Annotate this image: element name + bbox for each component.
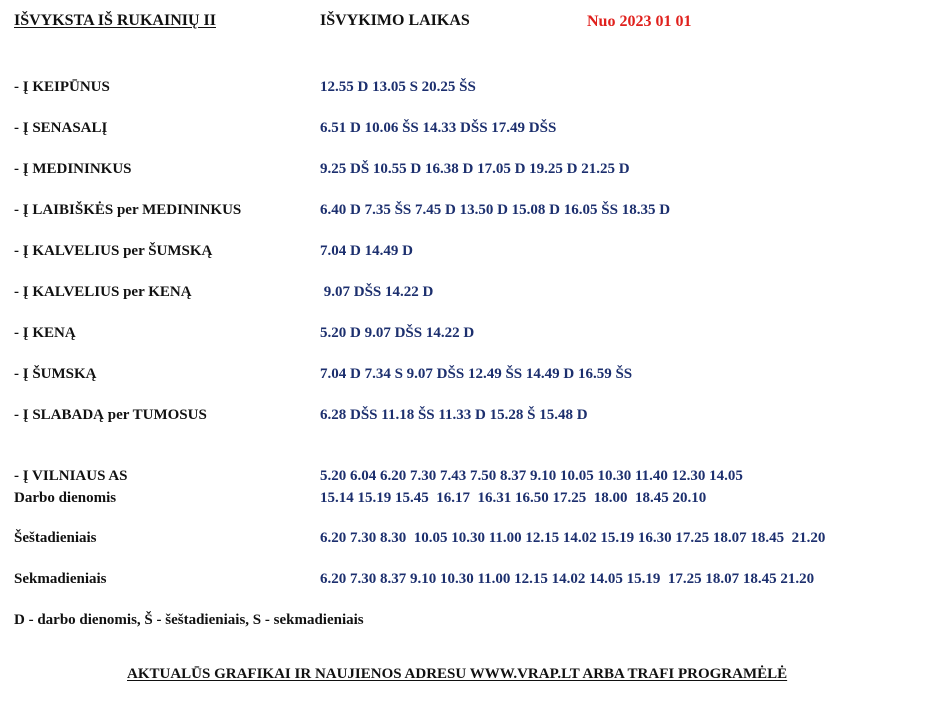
route-times: 7.04 D 7.34 S 9.07 DŠS 12.49 ŠS 14.49 D 16.59 ŠS <box>320 366 633 382</box>
route-times: 6.28 DŠS 11.18 ŠS 11.33 D 15.28 Š 15.48 D <box>320 407 588 423</box>
vilnius-sunday-times: 6.20 7.30 8.37 9.10 10.30 11.00 12.15 14.02 14.05 15.19 17.25 18.07 18.45 21.20 <box>320 571 815 587</box>
valid-from-date: Nuo 2023 01 01 <box>587 13 692 30</box>
time-title: IŠVYKIMO LAIKAS <box>320 12 470 29</box>
route-times: 6.40 D 7.35 ŠS 7.45 D 13.50 D 15.08 D 16.05 ŠS 18.35 D <box>320 202 671 218</box>
departure-title: IŠVYKSTA IŠ RUKAINIŲ II <box>14 12 216 29</box>
footer-notice: AKTUALŪS GRAFIKAI IR NAUJIENOS ADRESU WWW.VRAP.LT ARBA TRAFI PROGRAMĖLĖ <box>127 666 788 682</box>
legend: D - darbo dienomis, Š - šeštadieniais, S - sekmadieniais <box>14 612 364 628</box>
route-times: 9.07 DŠS 14.22 D <box>320 284 434 300</box>
route-times: 6.51 D 10.06 ŠS 14.33 DŠS 17.49 DŠS <box>320 120 557 136</box>
vilnius-saturday-times: 6.20 7.30 8.30 10.05 10.30 11.00 12.15 14.02 15.19 16.30 17.25 18.07 18.45 21.20 <box>320 530 826 546</box>
route-times: 7.04 D 14.49 D <box>320 243 413 259</box>
saturday-label: Šeštadieniais <box>14 530 97 546</box>
vilnius-weekday-times-line1: 5.20 6.04 6.20 7.30 7.43 7.50 8.37 9.10 10.05 10.30 11.40 12.30 14.05 <box>320 468 743 484</box>
sunday-label: Sekmadieniais <box>14 571 107 587</box>
route-destination: - Į KEIPŪNUS <box>14 79 110 95</box>
route-times: 5.20 D 9.07 DŠS 14.22 D <box>320 325 475 341</box>
vilnius-weekday-times-line2: 15.14 15.19 15.45 16.17 16.31 16.50 17.25 18.00 18.45 20.10 <box>320 490 707 506</box>
route-destination: - Į SLABADĄ per TUMOSUS <box>14 407 207 423</box>
weekdays-label: Darbo dienomis <box>14 490 117 506</box>
route-times: 9.25 DŠ 10.55 D 16.38 D 17.05 D 19.25 D 21.25 D <box>320 161 630 177</box>
route-times: 12.55 D 13.05 S 20.25 ŠS <box>320 79 476 95</box>
route-destination: - Į KALVELIUS per KENĄ <box>14 284 192 300</box>
vilnius-destination: - Į VILNIAUS AS <box>14 468 128 484</box>
route-destination: - Į ŠUMSKĄ <box>14 366 97 382</box>
route-destination: - Į MEDININKUS <box>14 161 132 177</box>
route-destination: - Į KENĄ <box>14 325 76 341</box>
route-destination: - Į KALVELIUS per ŠUMSKĄ <box>14 243 213 259</box>
route-destination: - Į SENASALĮ <box>14 120 108 136</box>
route-destination: - Į LAIBIŠKĖS per MEDININKUS <box>14 202 242 218</box>
